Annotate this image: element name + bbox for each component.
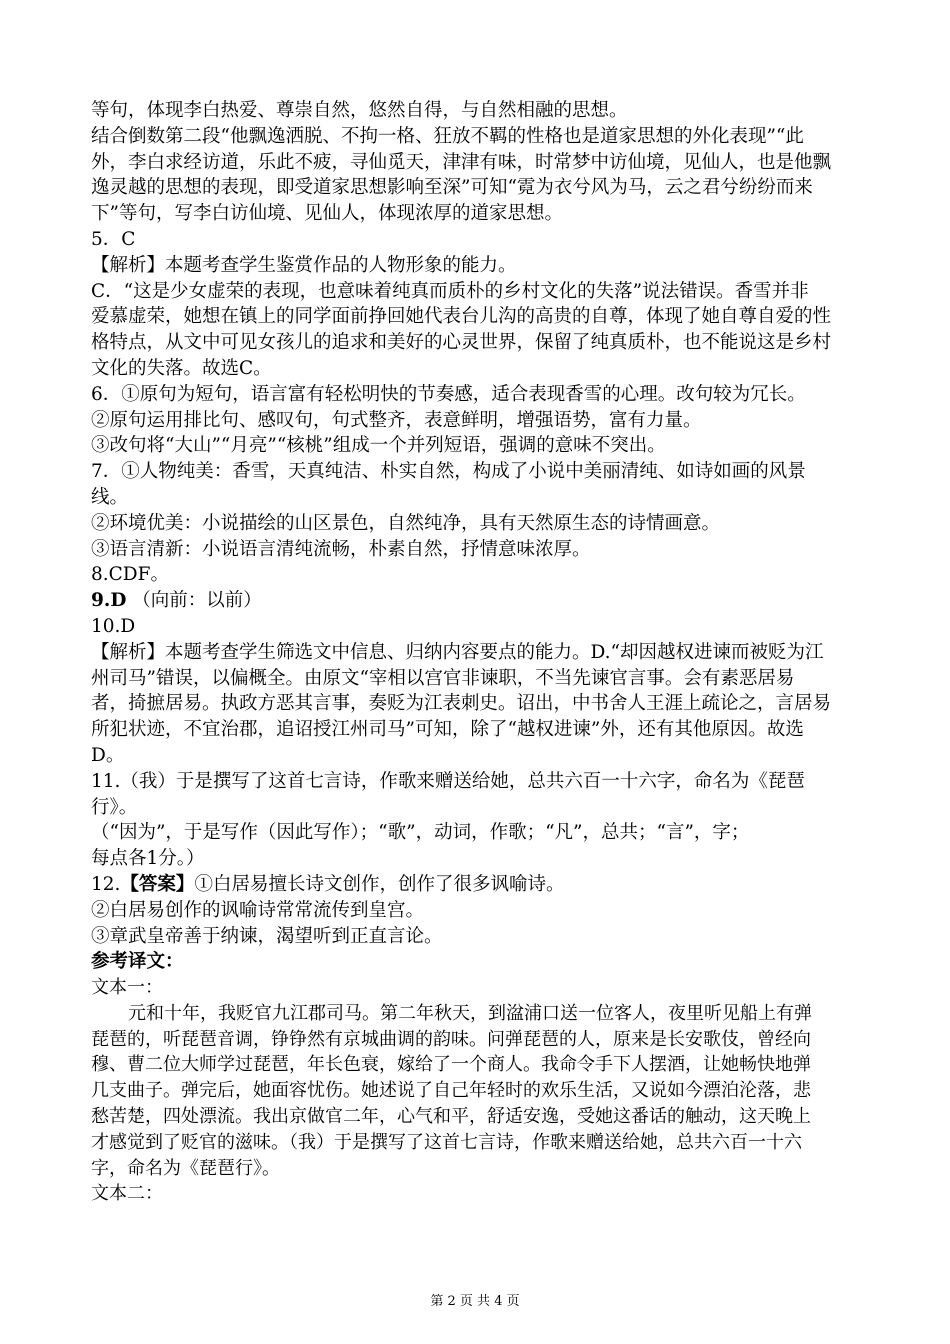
text-line: 线。 (91, 486, 129, 508)
answer-8: 8.CDF。 (91, 564, 169, 586)
text-line: ②白居易创作的讽喻诗常常流传到皇宫。 (91, 899, 425, 921)
translation-heading: 参考译文： (91, 951, 184, 973)
page-footer: 第 2 页 共 4 页 (430, 1294, 520, 1309)
text1-label: 文本一： (91, 977, 163, 999)
text1-paragraph-line: 穆、曹二位大师学过琵琶，年长色衰，嫁给了一个商人。我命令手下人摆酒，让她畅快地弹 (91, 1054, 811, 1076)
text-line: 逸灵越的思想的表现，即受道家思想影响至深”可知“霓为衣兮风为马，云之君兮纷纷而来 (91, 177, 813, 199)
text-line: 行》。 (91, 796, 138, 818)
text-line: 下”等句，写李白访仙境、见仙人，体现浓厚的道家思想。 (91, 203, 563, 225)
answer-9 (91, 588, 861, 614)
text1-paragraph-line: 愁苦楚，四处漂流。我出京做官二年，心气和平，舒适安逸，受她这番话的触动，这天晚上 (91, 1106, 811, 1128)
text1-paragraph-line: 才感觉到了贬官的滋味。（我）于是撰写了这首七言诗，作歌来赠送给她，总共六百一十六 (91, 1131, 802, 1153)
text-line: ②原句运用排比句、感叹句，句式整齐，表意鲜明，增强语势，富有力量。 (91, 409, 702, 431)
text-line: ③改句将“大山”“月亮”“核桃”组成一个并列短语，强调的意味不突出。 (91, 435, 666, 457)
answer-tag: 【答案】 (120, 873, 195, 895)
analysis-5: 【解析】本题考查学生鉴赏作品的人物形象的能力。 (91, 254, 517, 276)
text-line: ②环境优美：小说描绘的山区景色，自然纯净，具有天然原生态的诗情画意。 (91, 512, 721, 534)
answer-9-note: （向前：以前） (126, 590, 262, 612)
text1-paragraph-line: 几支曲子。弹完后，她面容忧伤。她述说了自己年轻时的欢乐生活，又说如今漂泊沦落，悲 (91, 1080, 811, 1102)
text-line: C．“这是少女虚荣的表现，也意味着纯真而质朴的乡村文化的失落”说法错误。香雪并非 (91, 280, 809, 302)
text-line: 州司马”错误，以偏概全。由原文“宰相以宫官非谏职，不当先谏官言事。会有素恶居易 (91, 667, 795, 689)
text1-paragraph-line: 元和十年，我贬官九江郡司马。第二年秋天，到湓浦口送一位客人，夜里听见船上有弹 (128, 1002, 812, 1024)
text-line: 文化的失落。故选C。 (91, 357, 272, 379)
text-line: 所犯状迹，不宜治郡，追诏授江州司马”可知，除了“越权进谏”外，还有其他原因。故选 (91, 719, 804, 741)
answer-11: 11.（我）于是撰写了这首七言诗，作歌来赠送给她，总共六百一十六字，命名为《琵琶 (91, 770, 805, 792)
text-line: D。 (91, 744, 125, 766)
text-line: 每点各1分。） (91, 848, 205, 870)
text-line: 等句，体现李白热爱、尊崇自然，悠然自得，与自然相融的思想。 (91, 100, 628, 121)
page-content (91, 98, 861, 1207)
answer-7: 7．①人物纯美：香雪，天真纯洁、朴实自然，构成了小说中美丽清纯、如诗如画的风景 (91, 461, 806, 483)
answer-10: 10.D (91, 615, 136, 637)
analysis-10: 【解析】本题考查学生筛选文中信息、归纳内容要点的能力。D.“却因越权进谏而被贬为江 (91, 641, 824, 663)
answer-9-number: 9.D (91, 590, 127, 612)
answer-12-number: 12. (91, 873, 121, 895)
text1-paragraph-line: 字，命名为《琵琶行》。 (91, 1157, 280, 1179)
text-line: 外，李白求经访道，乐此不疲，寻仙觅天，津津有味，时常梦中访仙境，见仙人，也是他飘 (91, 151, 832, 173)
text-line: 爱慕虚荣，她想在镇上的同学面前挣回她代表台儿沟的高贵的自尊，体现了她自尊自爱的性 (91, 306, 832, 328)
answer-12-text: ①白居易擅长诗文创作，创作了很多讽喻诗。 (194, 873, 565, 895)
text-line: ③章武皇帝善于纳谏，渴望听到正直言论。 (91, 925, 443, 947)
text1-paragraph-line: 琵琶的，听琵琶音调，铮铮然有京城曲调的韵味。问弹琵琶的人，原来是长安歌伎，曾经向 (91, 1028, 811, 1050)
answer-6: 6．①原句为短句，语言富有轻松明快的节奏感，适合表现香雪的心理。改句较为冗长。 (91, 383, 806, 405)
text-line: 格特点，从文中可见女孩儿的追求和美好的心灵世界，保留了纯真质朴，也不能说这是乡村 (91, 332, 832, 354)
text-line: 结合倒数第二段“他飘逸洒脱、不拘一格、狂放不羁的性格也是道家思想的外化表现”“此 (91, 125, 804, 147)
text-line: ③语言清新：小说语言清纯流畅，朴素自然，抒情意味浓厚。 (91, 538, 591, 560)
text-line: 者，掎摭居易。执政方恶其言事，奏贬为江表刺史。诏出，中书舍人王涯上疏论之，言居易 (91, 693, 832, 715)
answer-5: 5．C (91, 228, 136, 250)
text2-label: 文本二： (91, 1183, 163, 1205)
answer-12 (91, 872, 861, 898)
scoring-note: （“因为”，于是写作（因此写作）；“歌”，动词，作歌；“凡”，总共；“言”，字； (91, 822, 750, 844)
